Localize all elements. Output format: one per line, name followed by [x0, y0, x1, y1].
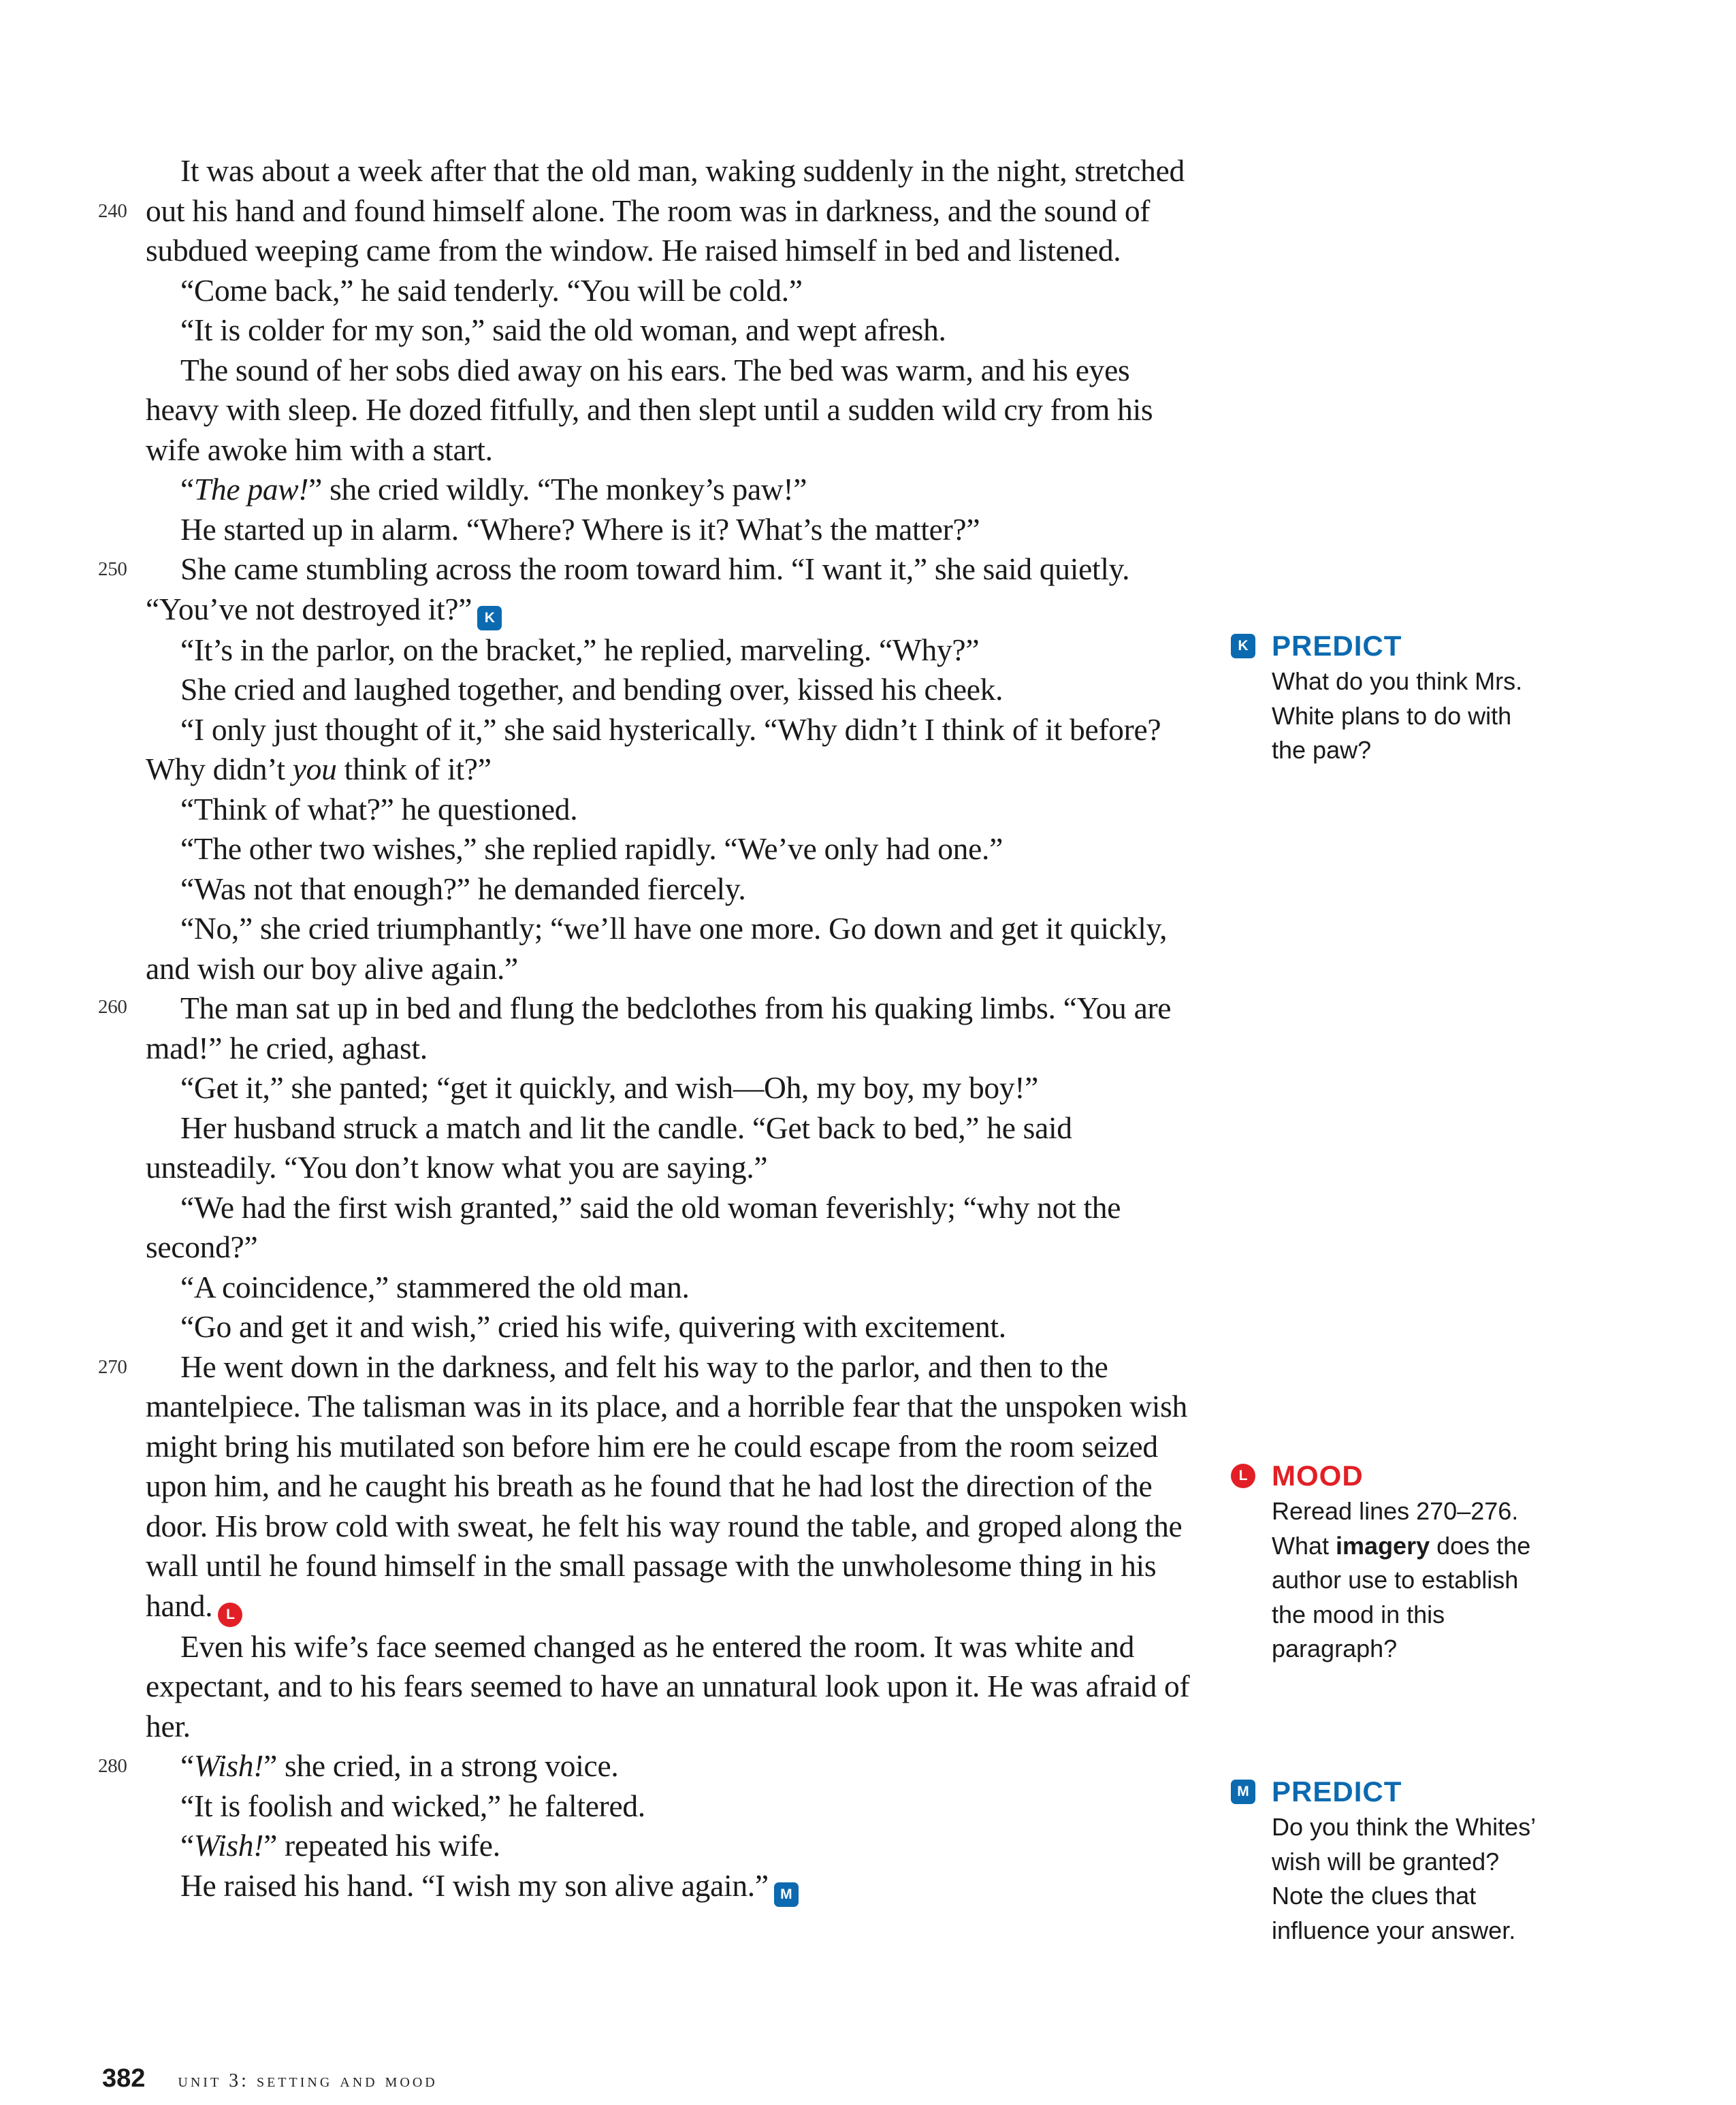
marker-l-icon: L	[1231, 1464, 1255, 1488]
paragraph-text: He raised his hand. “I wish my son alive again.”	[180, 1867, 769, 1903]
note-body-bold: imagery	[1336, 1531, 1430, 1560]
paragraph	[146, 1188, 1208, 1268]
italic-text: Wish!	[193, 1828, 264, 1863]
paragraph-text: “Get it,” she panted; “get it quickly, and wish—Oh, my boy, my boy!”	[180, 1070, 1039, 1105]
marker-m-icon[interactable]: M	[774, 1882, 799, 1907]
line-number: 270	[98, 1355, 127, 1378]
paragraph-text: “No,” she cried triumphantly; “we’ll have one more. Go down and get it quickly, and wish our boy alive again.”	[146, 911, 1168, 986]
paragraph	[98, 549, 1208, 630]
paragraph-text: “We had the first wish granted,” said the old woman feverishly; “why not the second?”	[146, 1189, 1121, 1264]
paragraph-text: “It is foolish and wicked,” he faltered.	[180, 1788, 645, 1823]
paragraph-text: She came stumbling across the room toward him. “I want it,” she said quietly. “You’ve not destroyed it?”	[146, 551, 1130, 626]
note-predict-m	[1231, 1773, 1544, 1948]
page-footer	[102, 2064, 438, 2105]
paragraph-text: “I only just thought of it,” she said hysterically. “Why didn’t I think of it before? Why didn’t	[146, 711, 1161, 786]
paragraph	[146, 1307, 1208, 1347]
paragraph-text: “	[180, 1828, 194, 1863]
paragraph	[146, 909, 1208, 989]
paragraph	[146, 1268, 1208, 1308]
paragraph	[146, 829, 1208, 869]
paragraph	[146, 989, 1208, 1068]
note-body-text: Reread lines 270–276. What	[1272, 1497, 1519, 1560]
note-mood-l	[1231, 1458, 1544, 1667]
paragraph	[146, 1866, 1208, 1907]
paragraph	[146, 1786, 1208, 1827]
paragraph	[98, 1347, 1208, 1627]
paragraph-text: He went down in the darkness, and felt his way to the parlor, and then to the mantelpiece. The talisman was in its place, and a horrible fear that the unspoken wish might bring his mutilated son before him ere he could escape from the room seized upon him, and he caught his breath as he found that he had lost the direction of the door. His brow cold with sweat, he felt his way round the table, and groped along the wall until he found himself in the small passage with the unwholesome thing in his hand.	[146, 1349, 1187, 1623]
paragraph	[146, 670, 1208, 710]
paragraph-text: The man sat up in bed and flung the bedclothes from his quaking limbs. “You are mad!” he cried, aghast.	[146, 991, 1172, 1065]
paragraph	[146, 510, 1208, 550]
line-number-240: 240	[98, 199, 127, 222]
paragraph-text: “Was not that enough?” he demanded fiercely.	[180, 871, 746, 906]
paragraph	[146, 710, 1208, 790]
paragraph	[146, 630, 1208, 671]
paragraph-text: He started up in alarm. “Where? Where is it? What’s the matter?”	[180, 511, 980, 547]
marker-k-icon: K	[1231, 634, 1255, 658]
italic-text: you	[292, 752, 337, 786]
paragraph-text: It was about a week after that the old man, waking suddenly in the night, stretched out his hand and found himself alone. The room was in darkness, and the sound of subdued weeping came from the window. He raised himself in bed and listened.	[146, 153, 1185, 268]
note-body: Do you think the Whites’ wish will be granted? Note the clues that influence your answer.	[1272, 1813, 1535, 1944]
note-predict-k	[1231, 628, 1544, 768]
paragraph-text: “Go and get it and wish,” cried his wife, quivering with excitement.	[180, 1309, 1006, 1344]
paragraph	[146, 1826, 1208, 1866]
line-number-260: 260	[98, 996, 127, 1018]
paragraph-text: “It is colder for my son,” said the old woman, and wept afresh.	[180, 312, 946, 347]
paragraph	[146, 869, 1208, 910]
italic-text: Wish!	[193, 1748, 264, 1783]
paragraph-text: “	[180, 1748, 194, 1783]
italic-text: The paw!	[193, 472, 309, 507]
note-body	[1272, 1494, 1544, 1667]
line-number: 280	[98, 1755, 127, 1777]
paragraph	[146, 1627, 1208, 1747]
paragraph	[146, 271, 1208, 311]
paragraph-text: ” repeated his wife.	[263, 1828, 500, 1863]
note-title: PREDICT	[1272, 1775, 1402, 1807]
note-title: MOOD	[1272, 1460, 1364, 1492]
unit-label: unit 3: setting and mood	[178, 2070, 438, 2091]
paragraph-text: “Think of what?” he questioned.	[180, 791, 578, 826]
paragraph-text: Her husband struck a match and lit the candle. “Get back to bed,” he said unsteadily. “You don’t know what you are saying.”	[146, 1110, 1072, 1185]
paragraph-text: ” she cried, in a strong voice.	[263, 1748, 619, 1783]
paragraph	[146, 790, 1208, 830]
paragraph-text: “A coincidence,” stammered the old man.	[180, 1269, 690, 1304]
line-number: 250	[98, 558, 127, 580]
paragraph-text: ” she cried wildly. “The monkey’s paw!”	[308, 472, 807, 507]
paragraph-text: “The other two wishes,” she replied rapidly. “We’ve only had one.”	[180, 831, 1003, 866]
page-number: 382	[102, 2064, 146, 2093]
paragraph	[146, 351, 1208, 470]
paragraph	[146, 1068, 1208, 1108]
paragraph	[146, 1108, 1208, 1188]
paragraph	[98, 1746, 1208, 1786]
note-body: What do you think Mrs. White plans to do with the paw?	[1272, 667, 1523, 764]
paragraph-text: The sound of her sobs died away on his ears. The bed was warm, and his eyes heavy with sleep. He dozed fitfully, and then slept until a sudden wild cry from his wife awoke him with a start.	[146, 352, 1153, 467]
paragraph-text: Even his wife’s face seemed changed as he entered the room. It was white and expectant, and to his fears seemed to have an unnatural look upon it. He was afraid of her.	[146, 1628, 1190, 1744]
paragraph	[146, 310, 1208, 351]
paragraph-text: She cried and laughed together, and bending over, kissed his cheek.	[180, 672, 1003, 707]
paragraph-text: “Come back,” he said tenderly. “You will be cold.”	[180, 272, 803, 308]
marker-k-icon[interactable]: K	[477, 606, 502, 630]
paragraph-text: think of it?”	[336, 752, 492, 786]
story-text	[98, 151, 1208, 1907]
paragraph	[146, 470, 1208, 510]
marker-m-icon: M	[1231, 1780, 1255, 1804]
note-body-text: does the author use to establish the mood in this paragraph?	[1272, 1531, 1531, 1662]
paragraph-text: “It’s in the parlor, on the bracket,” he replied, marveling. “Why?”	[180, 632, 980, 667]
marker-l-icon[interactable]: L	[218, 1603, 242, 1627]
paragraph-text: “	[180, 472, 194, 507]
paragraph	[146, 151, 1208, 271]
note-title: PREDICT	[1272, 630, 1402, 662]
